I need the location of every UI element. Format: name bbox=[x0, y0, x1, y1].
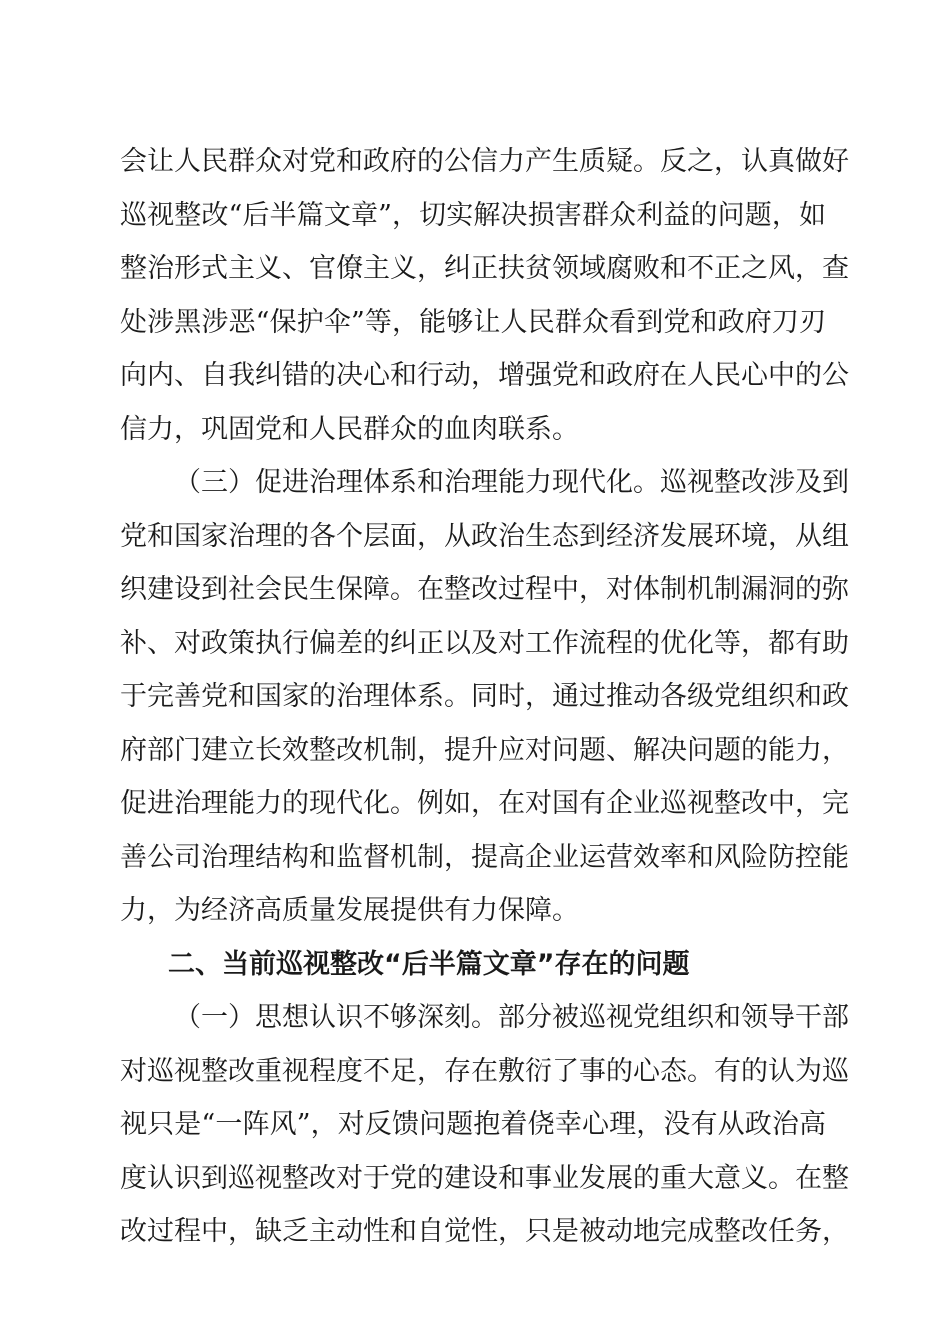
text-line: 信力，巩固党和人民群众的血肉联系。 bbox=[120, 413, 579, 445]
text-line: 处涉黑涉恶“保护伞”等，能够让人民群众看到党和政府刀刃 bbox=[120, 306, 826, 338]
text-line: 府部门建立长效整改机制，提升应对问题、解决问题的能力， bbox=[120, 734, 849, 766]
text-line: 力，为经济高质量发展提供有力保障。 bbox=[120, 895, 579, 926]
subsection-1-opening-line: （一）思想认识不够深刻。部分被巡视党组织和领导干部 bbox=[174, 1002, 849, 1033]
text-line: 巡视整改“后半篇文章”，切实解决损害群众利益的问题，如 bbox=[120, 199, 826, 231]
text-line: 整治形式主义、官僚主义，纠正扶贫领域腐败和不正之风，查 bbox=[120, 253, 849, 284]
text-line: 会让人民群众对党和政府的公信力产生质疑。反之，认真做好 bbox=[120, 146, 849, 177]
text-line: 党和国家治理的各个层面，从政治生态到经济发展环境，从组 bbox=[120, 520, 849, 552]
text-line: 促进治理能力的现代化。例如，在对国有企业巡视整改中，完 bbox=[120, 788, 849, 819]
text-line: 视只是“一阵风”，对反馈问题抱着侥幸心理，没有从政治高 bbox=[120, 1109, 826, 1140]
section-heading: 二、当前巡视整改“后半篇文章”存在的问题 bbox=[168, 948, 690, 980]
text-line: 向内、自我纠错的决心和行动，增强党和政府在人民心中的公 bbox=[120, 360, 849, 391]
text-line: 对巡视整改重视程度不足，存在敷衍了事的心态。有的认为巡 bbox=[120, 1055, 849, 1087]
text-line: 度认识到巡视整改对于党的建设和事业发展的重大意义。在整 bbox=[120, 1162, 849, 1194]
text-line: 改过程中，缺乏主动性和自觉性，只是被动地完成整改任务， bbox=[120, 1216, 849, 1247]
section-3-opening-line: （三）促进治理体系和治理能力现代化。巡视整改涉及到 bbox=[174, 467, 849, 498]
text-line: 于完善党和国家的治理体系。同时，通过推动各级党组织和政 bbox=[120, 681, 849, 712]
text-line: 补、对政策执行偏差的纠正以及对工作流程的优化等，都有助 bbox=[120, 627, 849, 659]
document-body bbox=[120, 135, 849, 1259]
text-line: 善公司治理结构和监督机制，提高企业运营效率和风险防控能 bbox=[120, 841, 849, 873]
text-line: 织建设到社会民生保障。在整改过程中，对体制机制漏洞的弥 bbox=[120, 574, 849, 605]
